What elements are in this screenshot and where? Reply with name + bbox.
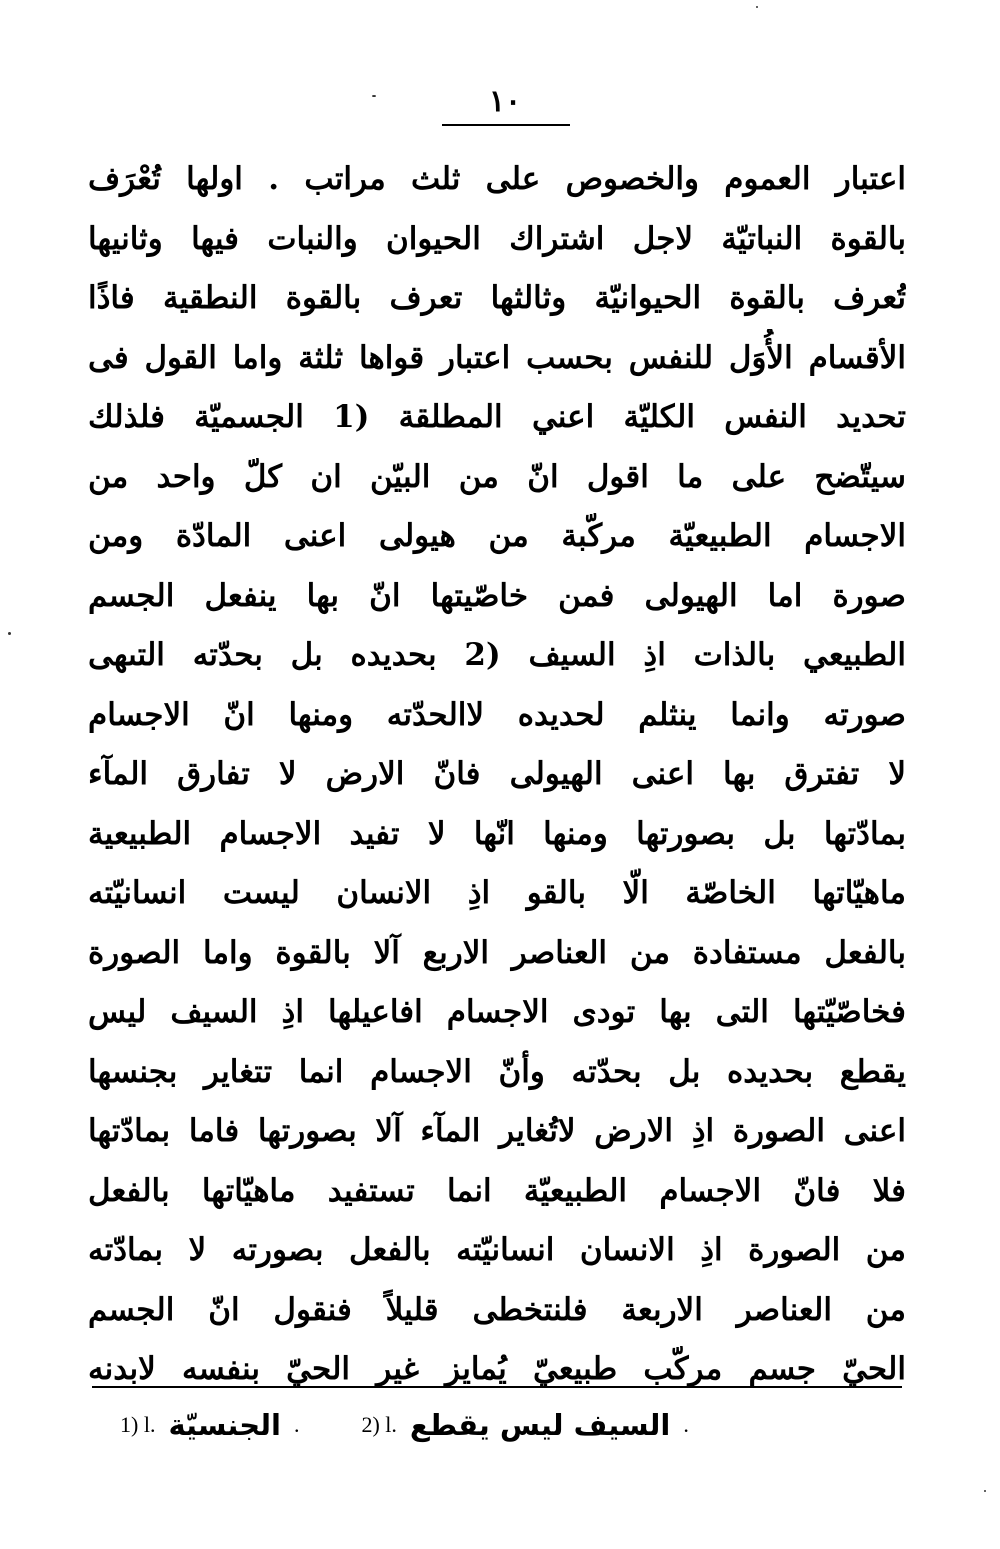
footnote-separator <box>92 1386 902 1388</box>
paper-speck <box>372 95 376 97</box>
paper-speck <box>8 632 11 635</box>
text-line: اعنى الصورة اذِ الارض لاتُغاير المآء آلا بصورتها فاما بمادّتها <box>88 1113 906 1149</box>
footnote-2 <box>361 1408 689 1442</box>
text-line: فلا فانّ الاجسام الطبيعيّة انما تستفيد ماهيّاتها بالفعل <box>88 1172 906 1209</box>
text-line: فخاصّيّتها التى بها تودى الاجسام افاعيلها اذِ السيف ليس <box>88 994 906 1030</box>
text-line: اعتبار العموم والخصوص على ثلث مراتب . اولها تُعْرَف <box>88 161 906 197</box>
text-line: الطبيعي بالذات اذِ السيف (2 بحديده بل بحدّته التىهى <box>88 637 906 673</box>
text-line: تُعرف بالقوة الحيوانيّة وثالثها تعرف بالقوة النطقية فاذًا <box>88 280 906 316</box>
footnote-text: السيف ليس يقطع <box>409 1408 671 1442</box>
text-line: تحديد النفس الكليّة اعني المطلقة (1 الجسميّة فلذلك <box>88 399 906 435</box>
paper-speck <box>756 6 758 8</box>
text-line: من العناصر الاربعة فلنتخطى قليلاً فنقول انّ الجسم <box>88 1291 906 1328</box>
text-line: الأقسام الأُوَل للنفس بحسب اعتبار قواها ثلثة واما القول فى <box>88 339 906 376</box>
text-line: الاجسام الطبيعيّة مركّبة من هيولى اعنى المادّة ومن <box>88 518 906 554</box>
text-line: بالقوة النباتيّة لاجل اشتراك الحيوان والنبات فيها وثانيها <box>88 220 906 257</box>
text-line: ماهيّاتها الخاصّة الّا بالقو اذِ الانسان ليست انسانيّته <box>88 875 906 911</box>
page-number: ١٠ <box>488 84 522 119</box>
text-line: من الصورة اذِ الانسان انسانيّته بالفعل بصورته لا بمادّته <box>88 1232 906 1268</box>
footnote-end: . <box>293 1412 300 1437</box>
text-line: سيتّضح على ما اقول انّ من البيّن ان كلّ واحد من <box>88 458 906 495</box>
text-line: بالفعل مستفادة من العناصر الاربع آلا بالقوة واما الصورة <box>88 934 906 971</box>
text-line: صورته وانما ينثلم لحديده لاالحدّته ومنها انّ الاجسام <box>88 696 906 733</box>
text-line: صورة اما الهيولى فمن خاصّيتها انّ بها ينفعل الجسم <box>88 577 906 614</box>
text-line: بمادّتها بل بصورتها ومنها انّها لا تفيد الاجسام الطبيعية <box>88 815 906 852</box>
page-number-rule <box>442 124 570 126</box>
footnote-text: الجنسيّة <box>168 1408 281 1442</box>
footnote-end: . <box>683 1412 689 1437</box>
paper-speck <box>984 1490 986 1492</box>
footnote-marker: 1) l. <box>120 1412 156 1437</box>
text-line: يقطع بحديده بل بحدّته وأنّ الاجسام انما تتغاير بجنسها <box>88 1053 906 1090</box>
body-text <box>88 150 906 1400</box>
text-line: الحيّ جسم مركّب طبيعيّ يُمايز غير الحيّ بنفسه لابدنه <box>88 1351 906 1387</box>
footnote-1 <box>120 1408 306 1442</box>
text-line: لا تفترق بها اعنى الهيولى فانّ الارض لا تفارق المآء <box>88 756 906 792</box>
footnote-marker: 2) l. <box>361 1412 397 1437</box>
footnotes <box>120 1400 689 1450</box>
